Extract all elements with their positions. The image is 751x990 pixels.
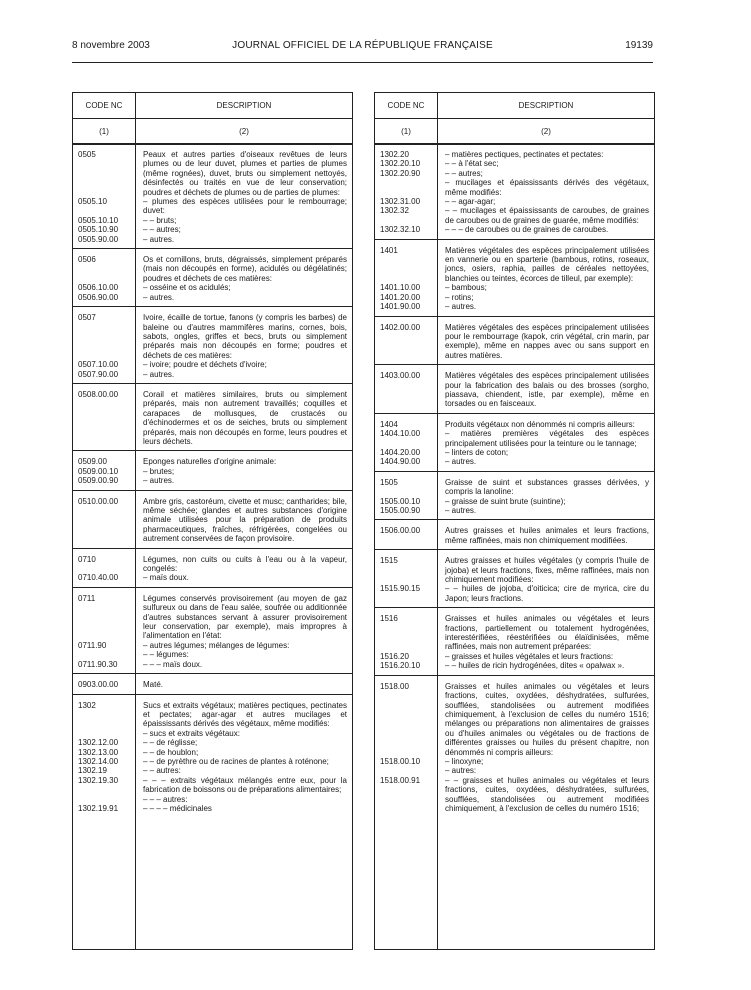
nc-code <box>73 795 135 804</box>
description-text: Autres graisses et huiles végétales (y compris l'huile de jojoba) et leurs fractions, fixes, même raffinées, mais non chimiquement modifiées: <box>445 556 649 585</box>
nc-code: 0505.10.90 <box>78 225 119 235</box>
nc-code: 0505 <box>78 150 96 159</box>
table-row <box>375 178 654 197</box>
table-row <box>375 420 654 429</box>
nc-code: 0506.10.00 <box>78 283 119 293</box>
header-page-number: 19139 <box>625 40 653 51</box>
description-text: Autres graisses et huiles animales et leurs fractions, même raffinées, mais non chimiquement modifiées. <box>445 526 649 545</box>
nc-code: 0711.90 <box>78 640 107 650</box>
description-text: – bambous; <box>445 283 487 293</box>
table-row <box>73 313 352 360</box>
nc-code: 1505.00.10 <box>380 496 421 506</box>
description-text: – – autres: <box>143 766 181 776</box>
table-row <box>73 197 352 216</box>
table-row <box>73 641 352 650</box>
table-section <box>375 550 654 608</box>
table-row <box>375 682 654 757</box>
description-text: – – agar-agar; <box>445 197 496 207</box>
description-text: Os et cornillons, bruts, dégraissés, simplement préparés (mais non découpés en forme), acidulés ou dégélatinés; poudres et déchets de ces matières: <box>143 255 347 283</box>
table-row <box>375 293 654 302</box>
description-text: – autres. <box>445 302 477 312</box>
nc-code: 1302.19 <box>78 766 107 776</box>
nc-code: 1302.32.10 <box>380 225 421 235</box>
table-row <box>73 497 352 544</box>
table-section <box>73 491 352 549</box>
table-row <box>73 804 352 813</box>
table-subheader-row <box>73 119 352 145</box>
description-text: – mucilages et épaississants dérivés des végétaux, même modifiés: <box>445 178 649 197</box>
table-header-row <box>73 93 352 119</box>
header-title: JOURNAL OFFICIEL DE LA RÉPUBLIQUE FRANÇAISE <box>232 40 493 51</box>
nc-code: 0510.00.00 <box>78 496 119 506</box>
description-text: – – – autres: <box>143 794 188 804</box>
table-row <box>375 429 654 448</box>
description-text: – – mucilages et épaississants de caroubes, de graines de caroubes ou de graines de guarée, même modifiés: <box>445 206 649 225</box>
nc-code: 1302.31.00 <box>380 197 421 207</box>
nc-code: 0505.90.00 <box>78 234 119 244</box>
table-section <box>375 240 654 317</box>
table-row <box>375 371 654 409</box>
column-header-code: CODE NC <box>73 93 136 118</box>
description-text: Ambre gris, castoréum, civette et musc; cantharides; bile, même séchée; glandes et autres substances d'origine animale utilisées pour la préparation de produits pharmaceutiques, fraîches, réfrigérées, congelées ou autrement conservées de façon provisoire. <box>143 496 347 544</box>
table-row <box>73 225 352 234</box>
table-row <box>375 766 654 775</box>
description-text: Ivoire, écaille de tortue, fanons (y compris les barbes) de baleine ou d'autres mammifères marins, cornes, bois, sabots, ongles, griffes et becs, bruts ou simplement préparés mais non découpés en forme; poudres et déchets de ces matières: <box>143 313 347 360</box>
description-text: – linoxyne; <box>445 756 484 766</box>
column-number-description: (2) <box>541 126 551 136</box>
table-row <box>73 748 352 757</box>
table-row <box>73 795 352 804</box>
table-row <box>73 738 352 747</box>
description-text: Matières végétales des espèces principalement utilisées pour la fabrication des balais ou des brosses (sorgho, piassava, chiendent, istle, par exemple), même en torsades ou en faisceaux. <box>445 371 649 409</box>
description-text: – autres. <box>143 476 175 486</box>
table-row <box>375 197 654 206</box>
nc-code: 1302 <box>78 700 96 710</box>
description-text: Maté. <box>143 680 164 690</box>
table-section <box>73 144 352 249</box>
description-text: – autres légumes; mélanges de légumes: <box>143 640 290 650</box>
description-text: – matières premières végétales des espèces principalement utilisées pour la teinture ou le tannage; <box>445 429 649 448</box>
nc-code: 1402.00.00 <box>380 322 421 332</box>
table-row <box>375 506 654 515</box>
nc-code: 0509.00.90 <box>78 476 119 486</box>
nc-code: 0710 <box>78 554 96 564</box>
nc-code: 1516.20 <box>380 651 409 661</box>
nc-code: 0507.90.00 <box>78 369 119 379</box>
nc-code: 1506.00.00 <box>380 526 421 536</box>
description-text: – osséine et os acidulés; <box>143 283 231 293</box>
nc-code <box>73 650 135 659</box>
nc-code <box>375 766 437 775</box>
table-row <box>73 293 352 302</box>
table-row <box>73 457 352 466</box>
nc-code: 0903.00.00 <box>78 680 119 690</box>
description-text: Corail et matières similaires, bruts ou simplement préparés, mais non autrement travaillés; coquilles et carapaces de mollusques, de crustacés ou d'échinodermes et os de seiches, bruts ou simplement préparés, mais non découpés en forme, leurs poudres et leurs déchets. <box>143 389 347 446</box>
table-section <box>73 384 352 451</box>
description-text: – – graisses et huiles animales ou végétales et leurs fractions, cuites, oxydées, déshydratées, sulfurées, soufflées, standolisées ou autrement modifiées chimiquement, à l'exclusion de celles du numéro 1516; <box>445 775 649 813</box>
table-row <box>375 497 654 506</box>
nc-code: 1404.20.00 <box>380 447 421 457</box>
left-table <box>72 92 353 950</box>
table-subheader-row <box>375 119 654 145</box>
table-section <box>375 520 654 550</box>
table-row <box>375 776 654 814</box>
table-section <box>375 144 654 240</box>
table-row <box>375 302 654 311</box>
description-text: – maïs doux. <box>143 573 189 583</box>
table-row <box>73 573 352 582</box>
description-text: – autres. <box>143 292 175 302</box>
nc-code: 1401 <box>380 245 398 255</box>
table-row <box>73 660 352 669</box>
table-row <box>375 323 654 361</box>
nc-code: 0507 <box>78 313 96 323</box>
column-header-code: CODE NC <box>375 93 438 118</box>
page-header <box>72 40 653 56</box>
table-row <box>73 235 352 244</box>
description-text: – – bruts; <box>143 215 177 225</box>
description-text: – graisse de suint brute (suintine); <box>445 496 566 506</box>
column-number-description: (2) <box>239 126 249 136</box>
description-text: Légumes, non cuits ou cuits à l'eau ou à la vapeur, congelés: <box>143 554 347 574</box>
right-table-body <box>375 144 654 949</box>
table-row <box>375 206 654 225</box>
table-row <box>73 390 352 446</box>
nc-code: 1518.00.10 <box>380 756 421 766</box>
table-row <box>375 652 654 661</box>
table-section <box>73 249 352 307</box>
table-section <box>73 549 352 588</box>
nc-code: 0509.00.10 <box>78 466 119 476</box>
nc-code: 1302.20.90 <box>380 168 421 178</box>
table-row <box>73 467 352 476</box>
nc-code: 0509.00 <box>78 457 107 467</box>
table-row <box>375 225 654 234</box>
description-text: Eponges naturelles d'origine animale: <box>143 457 277 467</box>
nc-code: 1401.10.00 <box>380 283 421 293</box>
table-row <box>375 150 654 159</box>
nc-code: 1403.00.00 <box>380 371 421 381</box>
table-section <box>73 695 352 818</box>
nc-code: 1302.20.10 <box>380 159 421 169</box>
description-text: Produits végétaux non dénommés ni compris ailleurs: <box>445 419 635 429</box>
table-row <box>375 159 654 168</box>
description-text: – – autres; <box>445 168 483 178</box>
description-text: – – – de caroubes ou de graines de caroubes. <box>445 225 609 235</box>
table-row <box>375 584 654 603</box>
nc-code: 1302.14.00 <box>78 756 119 766</box>
nc-code <box>375 178 437 197</box>
description-text: Légumes conservés provisoirement (au moyen de gaz sulfureux ou dans de l'eau salée, soufrée ou additionnée d'autres substances servant à assurer provisoirement leur conservation, par exemple), mais impropres à l'alimentation en l'état: <box>143 593 347 641</box>
description-text: – autres. <box>143 369 175 379</box>
column-header-description: DESCRIPTION <box>216 101 272 110</box>
nc-code: 1518.00 <box>380 681 409 691</box>
description-text: – rotins; <box>445 292 474 302</box>
table-section <box>73 674 352 694</box>
header-date: 8 novembre 2003 <box>72 40 150 51</box>
table-row <box>73 776 352 795</box>
nc-code: 1401.20.00 <box>380 292 421 302</box>
nc-code: 1302.20 <box>380 150 409 159</box>
description-text: – – de pyrèthre ou de racines de plantes à roténone; <box>143 756 329 766</box>
nc-code: 1302.19.30 <box>78 775 119 785</box>
table-row <box>73 594 352 641</box>
table-section <box>73 451 352 490</box>
nc-code: 1401.90.00 <box>380 302 421 312</box>
description-text: – brutes; <box>143 466 175 476</box>
table-row <box>73 150 352 197</box>
table-section <box>375 472 654 521</box>
left-table-body <box>73 144 352 949</box>
table-row <box>375 457 654 466</box>
description-text: – graisses et huiles végétales et leurs fractions: <box>445 651 614 661</box>
table-row <box>375 478 654 497</box>
table-row <box>73 360 352 369</box>
header-rule <box>72 62 653 63</box>
description-text: – autres. <box>143 234 175 244</box>
table-row <box>73 476 352 485</box>
description-text: – – à l'état sec; <box>445 159 499 169</box>
table-row <box>73 555 352 574</box>
description-text: – autres. <box>445 506 477 515</box>
nc-code: 1515.90.15 <box>380 584 421 594</box>
table-section <box>73 307 352 384</box>
description-text: – – autres; <box>143 225 181 235</box>
description-text: – matières pectiques, pectinates et pectates: <box>445 150 604 159</box>
nc-code: 1302.19.91 <box>78 803 119 813</box>
description-text: Peaux et autres parties d'oiseaux revêtues de leurs plumes ou de leur duvet, plumes et parties de plumes (même rognées), duvet, bruts ou simplement nettoyés, désinfectés ou traités en vue de leur conservation; poudres et déchets de plumes ou de parties de plumes: <box>143 150 347 197</box>
table-section <box>375 676 654 818</box>
description-text: – – huiles de ricin hydrogénées, dites « opalwax ». <box>445 661 625 671</box>
nc-code: 0506 <box>78 255 96 265</box>
column-header-description: DESCRIPTION <box>518 101 574 110</box>
description-text: Matières végétales des espèces principalement utilisées en vannerie ou en sparterie (bambous, rotins, roseaux, joncs, osiers, raphia, pailles de céréales nettoyées, blanchies ou teintes, écorces de tilleul, par exemple): <box>445 245 649 283</box>
description-text: – – huiles de jojoba, d'oiticica; cire de myrica, cire du Japon; leurs fractions. <box>445 584 649 603</box>
nc-code: 0505.10.10 <box>78 215 119 225</box>
nc-code: 1516 <box>380 614 398 624</box>
column-number-code: (1) <box>375 119 438 143</box>
nc-code: 1404.90.00 <box>380 457 421 467</box>
table-row <box>73 370 352 379</box>
table-row <box>73 680 352 689</box>
nc-code: 0508.00.00 <box>78 389 119 399</box>
table-row <box>375 448 654 457</box>
description-text: Graisse de suint et substances grasses dérivées, y compris la lanoline: <box>445 477 649 497</box>
description-text: – – – extraits végétaux mélangés entre eux, pour la fabrication de boissons ou de préparations alimentaires; <box>143 775 347 795</box>
table-row <box>73 701 352 729</box>
table-row <box>73 766 352 775</box>
table-section <box>375 608 654 675</box>
description-text: – – – maïs doux. <box>143 659 203 669</box>
nc-code: 1302.12.00 <box>78 738 119 748</box>
table-row <box>375 614 654 652</box>
description-text: – – – – médicinales <box>143 803 212 813</box>
table-section <box>73 588 352 674</box>
description-text: – linters de coton; <box>445 447 509 457</box>
table-row <box>375 526 654 545</box>
nc-code: 0506.90.00 <box>78 292 119 302</box>
description-text: – plumes des espèces utilisées pour le rembourrage; duvet: <box>143 197 347 216</box>
nc-code: 1516.20.10 <box>380 661 421 671</box>
nc-code: 1302.32 <box>380 206 409 216</box>
nc-code: 0710.40.00 <box>78 573 119 583</box>
table-row <box>375 556 654 584</box>
description-text: Matières végétales des espèces principalement utilisées pour le rembourrage (kapok, crin végétal, crin marin, par exemple), même en nappes avec ou sans support en autres matières. <box>445 322 649 360</box>
table-section <box>375 365 654 414</box>
description-text: – – de réglisse; <box>143 738 198 748</box>
nc-code <box>73 729 135 738</box>
nc-code: 1505 <box>380 477 398 487</box>
nc-code: 0711 <box>78 593 96 603</box>
table-section <box>375 414 654 472</box>
nc-code: 1302.13.00 <box>78 747 119 757</box>
description-text: – sucs et extraits végétaux: <box>143 728 240 738</box>
nc-code: 0711.90.30 <box>78 659 118 669</box>
table-row <box>73 729 352 738</box>
description-text: Graisses et huiles animales ou végétales et leurs fractions, partiellement ou totalement hydrogénées, interestérifiées, réestérifiées ou élaïdinisées, même raffinées, mais non autrement préparées: <box>445 614 649 652</box>
nc-code: 0507.10.00 <box>78 360 119 370</box>
table-section <box>375 317 654 366</box>
description-text: – – légumes: <box>143 650 189 660</box>
table-row <box>375 283 654 292</box>
table-row <box>73 216 352 225</box>
table-row <box>73 255 352 283</box>
nc-code: 1505.00.90 <box>380 506 421 515</box>
description-text: Graisses et huiles animales ou végétales et leurs fractions, cuites, oxydées, déshydratées, sulfurées, soufflées, standolisées ou autrement modifiées chimiquement, à l'exclusion de celles du numéro 1516; mélanges ou préparations non alimentaires de graisses ou d'huiles animales ou végétales ou de fractions de différentes graisses ou huiles du présent chapitre, non dénommés ni compris ailleurs: <box>445 681 649 757</box>
description-text: – ivoire; poudre et déchets d'ivoire; <box>143 360 267 370</box>
nc-code: 1404.10.00 <box>380 429 421 439</box>
description-text: – autres. <box>445 457 477 467</box>
table-header-row <box>375 93 654 119</box>
table-row <box>375 661 654 670</box>
description-text: – – de houblon; <box>143 747 199 757</box>
table-row <box>375 757 654 766</box>
table-row <box>73 757 352 766</box>
description-text: – autres: <box>445 766 477 776</box>
nc-code: 1515 <box>380 556 398 566</box>
column-number-code: (1) <box>73 119 136 143</box>
description-text: Sucs et extraits végétaux; matières pectiques, pectinates et pectates; agar-agar et autres mucilages et épaississants dérivés des végétaux, même modifiés: <box>143 700 347 729</box>
table-row <box>375 169 654 178</box>
nc-code: 0505.10 <box>78 197 107 207</box>
nc-code: 1404 <box>380 419 398 429</box>
nc-code: 1518.00.91 <box>380 775 421 785</box>
right-table <box>374 92 655 950</box>
table-row <box>73 283 352 292</box>
table-row <box>73 650 352 659</box>
table-row <box>375 246 654 284</box>
